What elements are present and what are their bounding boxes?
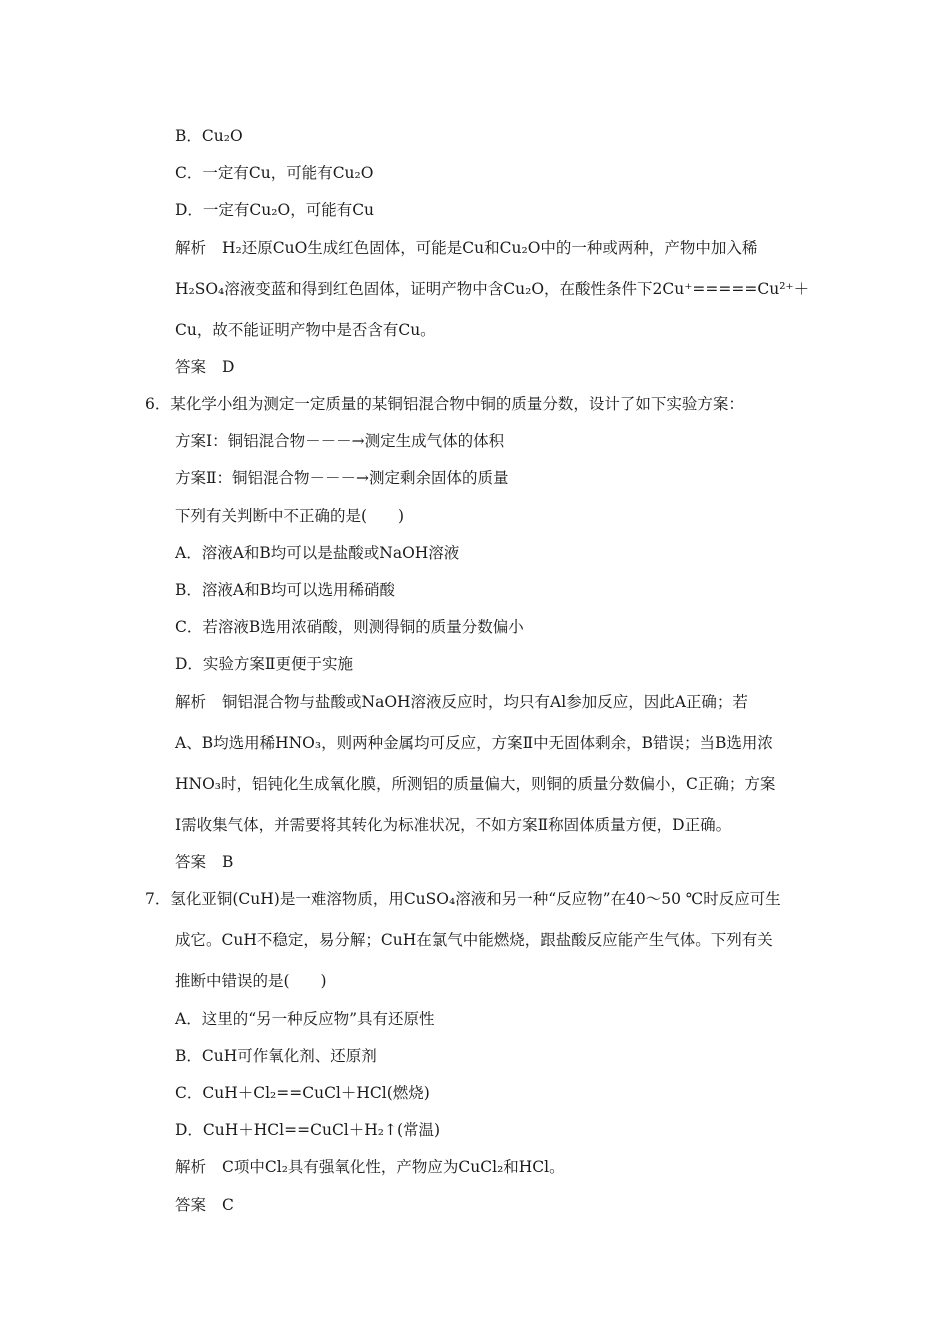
q7-option-d: D．CuH＋HCl==CuCl＋H₂↑(常温) bbox=[175, 1121, 441, 1139]
q6-option-c: C．若溶液B选用浓硝酸，则测得铜的质量分数偏小 bbox=[175, 618, 524, 636]
q6-answer bbox=[175, 852, 233, 872]
q6-analysis-line-3: HNO₃时，铝钝化生成氧化膜，所测铝的质量偏大，则铜的质量分数偏小，C正确；方案 bbox=[175, 775, 776, 793]
q6-analysis-line-2: A、B均选用稀HNO₃，则两种金属均可反应，方案Ⅱ中无固体剩余，B错误；当B选用浓 bbox=[175, 734, 773, 752]
q6-analysis-line-4: Ⅰ需收集气体，并需要将其转化为标准状况，不如方案Ⅱ称固体质量方便，D正确。 bbox=[175, 816, 732, 834]
analysis-text: H₂还原CuO生成红色固体，可能是Cu和Cu₂O中的一种或两种，产物中加入稀 bbox=[222, 239, 758, 257]
analysis-label: 解析 bbox=[175, 1158, 207, 1176]
answer-label: 答案 bbox=[175, 1196, 207, 1214]
q5-option-b: B．Cu₂O bbox=[175, 127, 243, 145]
q5-option-d: D．一定有Cu₂O，可能有Cu bbox=[175, 201, 375, 219]
q7-stem-line-2: 成它。CuH不稳定，易分解；CuH在氯气中能燃烧，跟盐酸反应能产生气体。下列有关 bbox=[175, 931, 773, 949]
q6-plan-2: 方案Ⅱ：铜铝混合物－－－→测定剩余固体的质量 bbox=[175, 469, 509, 487]
q6-analysis-line-1 bbox=[175, 692, 748, 712]
q5-analysis-line-3: Cu，故不能证明产物中是否含有Cu。 bbox=[175, 321, 436, 339]
q7-option-b: B．CuH可作氧化剂、还原剂 bbox=[175, 1047, 377, 1065]
q7-option-a: A．这里的“另一种反应物”具有还原性 bbox=[175, 1010, 435, 1028]
answer-value: C bbox=[222, 1196, 234, 1214]
q5-analysis-line-2: H₂SO₄溶液变蓝和得到红色固体，证明产物中含Cu₂O，在酸性条件下2Cu⁺=====Cu²⁺＋ bbox=[175, 280, 810, 298]
analysis-label: 解析 bbox=[175, 693, 207, 711]
q7-stem-line-3: 推断中错误的是( ) bbox=[175, 972, 327, 990]
analysis-text: 铜铝混合物与盐酸或NaOH溶液反应时，均只有Al参加反应，因此A正确；若 bbox=[222, 693, 748, 711]
q5-option-c: C．一定有Cu，可能有Cu₂O bbox=[175, 164, 374, 182]
q5-answer bbox=[175, 357, 234, 377]
q6-option-d: D．实验方案Ⅱ更便于实施 bbox=[175, 655, 353, 673]
q6-option-b: B．溶液A和B均可以选用稀硝酸 bbox=[175, 581, 395, 599]
q7-answer bbox=[175, 1195, 234, 1215]
q7-option-c: C．CuH＋Cl₂==CuCl＋HCl(燃烧) bbox=[175, 1084, 430, 1102]
analysis-text: C项中Cl₂具有强氧化性，产物应为CuCl₂和HCl。 bbox=[222, 1158, 565, 1176]
answer-value: B bbox=[222, 853, 234, 871]
answer-label: 答案 bbox=[175, 358, 207, 376]
q6-option-a: A．溶液A和B均可以是盐酸或NaOH溶液 bbox=[175, 544, 460, 562]
answer-value: D bbox=[222, 358, 235, 376]
q7-analysis-line-1 bbox=[175, 1157, 565, 1177]
analysis-label: 解析 bbox=[175, 239, 207, 257]
answer-label: 答案 bbox=[175, 853, 207, 871]
q5-analysis-line-1 bbox=[175, 238, 757, 258]
q6-stem: 6．某化学小组为测定一定质量的某铜铝混合物中铜的质量分数，设计了如下实验方案： bbox=[145, 395, 744, 413]
q6-question: 下列有关判断中不正确的是( ) bbox=[175, 507, 405, 525]
q7-stem-line-1: 7．氢化亚铜(CuH)是一难溶物质，用CuSO₄溶液和另一种“反应物”在40～50 ℃时反应可生 bbox=[145, 890, 781, 908]
q6-plan-1: 方案Ⅰ：铜铝混合物－－－→测定生成气体的体积 bbox=[175, 432, 505, 450]
